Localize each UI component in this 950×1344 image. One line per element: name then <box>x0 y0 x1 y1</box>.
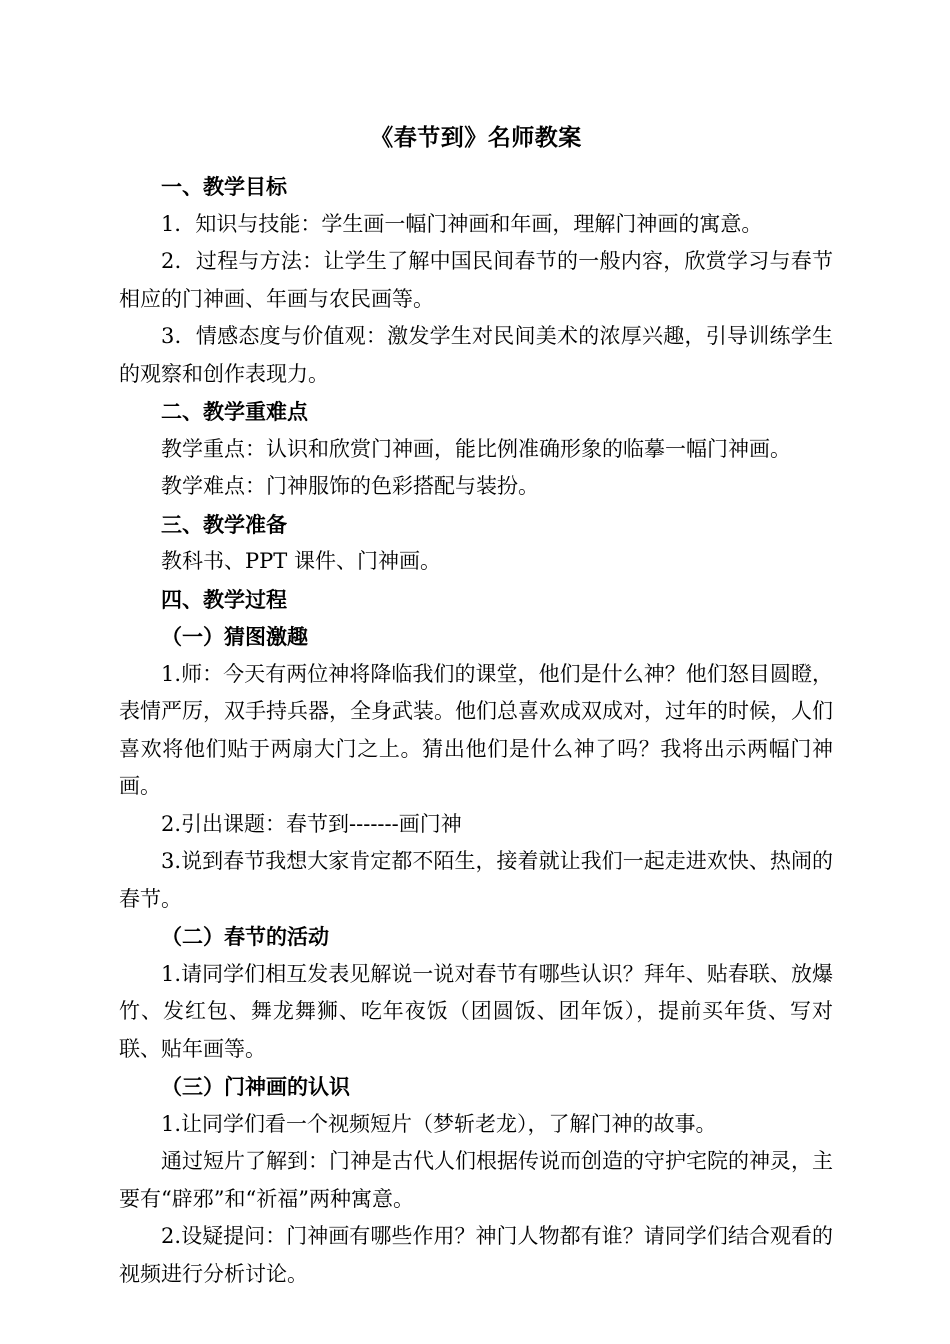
paragraph: 2.引出课题：春节到-------画门神 <box>161 811 462 836</box>
section-heading: （一）猜图激趣 <box>161 624 308 649</box>
section-heading: 二、教学重难点 <box>161 399 308 424</box>
paragraph: 3.说到春节我想大家肯定都不陌生，接着就让我们一起走进欢快、热闹的春节。 <box>119 849 833 911</box>
paragraph: 1.请同学们相互发表见解说一说对春节有哪些认识？拜年、贴春联、放爆竹、发红包、舞龙舞狮、吃年夜饭（团圆饭、团年饭），提前买年货、写对联、贴年画等。 <box>119 961 833 1061</box>
document-body <box>119 168 833 1293</box>
paragraph: 1．知识与技能：学生画一幅门神画和年画，理解门神画的寓意。 <box>161 211 763 236</box>
paragraph: 1.师：今天有两位神将降临我们的课堂，他们是什么神？他们怒目圆瞪，表情严厉，双手持兵器，全身武装。他们总喜欢成双成对，过年的时候，人们喜欢将他们贴于两扇大门之上。猜出他们是什么神了吗？我将出示两幅门神画。 <box>119 661 833 798</box>
paragraph: 教学重点：认识和欣赏门神画，能比例准确形象的临摹一幅门神画。 <box>161 436 791 461</box>
section-heading: 三、教学准备 <box>161 511 287 537</box>
paragraph: 3．情感态度与价值观：激发学生对民间美术的浓厚兴趣，引导训练学生的观察和创作表现力。 <box>119 324 833 386</box>
document-title: 《春节到》名师教案 <box>370 124 582 151</box>
paragraph: 2.设疑提问：门神画有哪些作用？神门人物都有谁？请同学们结合观看的视频进行分析讨论。 <box>119 1224 833 1286</box>
paragraph: 教学难点：门神服饰的色彩搭配与装扮。 <box>161 474 539 498</box>
section-heading: 一、教学目标 <box>161 174 287 199</box>
paragraph: 2．过程与方法：让学生了解中国民间春节的一般内容，欣赏学习与春节相应的门神画、年画与农民画等。 <box>119 249 833 311</box>
paragraph: 1.让同学们看一个视频短片（梦斩老龙），了解门神的故事。 <box>161 1111 717 1136</box>
section-heading: （二）春节的活动 <box>161 924 329 949</box>
section-heading: （三）门神画的认识 <box>161 1074 350 1099</box>
paragraph: 通过短片了解到：门神是古代人们根据传说而创造的守护宅院的神灵，主要有“辟邪”和“祈福”两种寓意。 <box>119 1149 833 1211</box>
section-heading: 四、教学过程 <box>161 586 287 612</box>
paragraph: 教科书、PPT 课件、门神画。 <box>161 549 441 573</box>
